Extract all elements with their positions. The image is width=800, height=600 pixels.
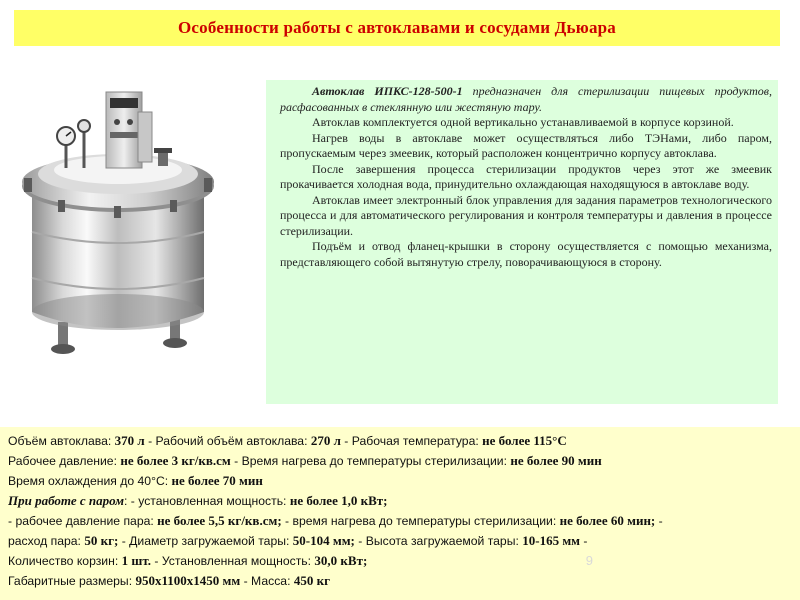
page-number: 9 xyxy=(585,553,593,568)
model-name: Автоклав ИПКС-128-500-1 xyxy=(312,84,463,98)
autoclave-photo xyxy=(18,82,214,368)
spec-row-steam-power: При работе с паром: - установленная мощность: не более 1,0 кВт; xyxy=(8,493,388,508)
title-banner xyxy=(14,10,780,46)
page-title: Особенности работы с автоклавами и сосудами Дьюара xyxy=(177,18,616,37)
steam-power-value: не более 1,0 кВт; xyxy=(289,493,388,508)
autoclave-volume-value: 370 л xyxy=(114,433,145,448)
heating-time-value: не более 90 мин xyxy=(510,453,602,468)
steam-mode-heading: При работе с паром xyxy=(8,493,125,508)
spec-row-dimensions: Габаритные размеры: 950х1100х1450 мм - Масса: 450 кг xyxy=(8,573,331,588)
container-diameter-value: 50-104 мм; xyxy=(292,533,355,548)
installed-power-value: 30,0 кВт; xyxy=(314,553,368,568)
working-volume-value: 270 л xyxy=(310,433,341,448)
basket-count-value: 1 шт. xyxy=(121,553,152,568)
description-paragraph-5: Автоклав имеет электронный блок управления для задания параметров технологического процесса и для автоматического регулирования и контроля температуры и давления в процессе стерилизации. xyxy=(280,192,772,238)
description-paragraph-4: После завершения процесса стерилизации продуктов через этот же змеевик прокачивается холодная вода, принудительно охлаждающая находящуюся в автоклаве воду. xyxy=(280,161,772,191)
working-pressure-value: не более 3 кг/кв.см xyxy=(120,453,231,468)
description-paragraph-3: Нагрев воды в автоклаве может осуществляться либо ТЭНами, либо паром, пропускаемым через змеевик, который расположен концентрично корпусу автоклава. xyxy=(280,130,772,160)
mass-value: 450 кг xyxy=(293,573,331,588)
spec-row-cooling: Время охлаждения до 40°С: не более 70 мин xyxy=(8,473,263,488)
description-panel xyxy=(266,80,778,404)
description-paragraph-1: Автоклав ИПКС-128-500-1 предназначен для стерилизации пищевых продуктов, расфасованных в стеклянную или жестяную тару. xyxy=(280,84,772,114)
spec-row-steam-pressure: - рабочее давление пара: не более 5,5 кг/кв.см; - время нагрева до температуры стерилизации: не более 60 мин; - xyxy=(8,513,663,528)
container-height-value: 10-165 мм xyxy=(522,533,581,548)
spec-row-volume: Объём автоклава: 370 л - Рабочий объём автоклава: 270 л - Рабочая температура: не более 115°С xyxy=(8,433,567,448)
spec-row-steam-flow: расход пара: 50 кг; - Диаметр загружаемой тары: 50-104 мм; - Высота загружаемой тары: 10-165 мм - xyxy=(8,533,588,548)
specifications-block xyxy=(0,427,800,600)
steam-heating-time-value: не более 60 мин; xyxy=(559,513,656,528)
spec-row-baskets: Количество корзин: 1 шт. - Установленная мощность: 30,0 кВт; xyxy=(8,553,368,568)
steam-pressure-value: не более 5,5 кг/кв.см; xyxy=(157,513,282,528)
cooling-time-value: не более 70 мин xyxy=(171,473,263,488)
spec-row-pressure: Рабочее давление: не более 3 кг/кв.см - Время нагрева до температуры стерилизации: не более 90 мин xyxy=(8,453,602,468)
description-paragraph-6: Подъём и отвод фланец-крышки в сторону осуществляется с помощью механизма, представляющего собой вытянутую стрелу, поворачивающуюся в сторону. xyxy=(280,239,772,269)
steam-flow-value: 50 кг; xyxy=(84,533,119,548)
dimensions-value: 950х1100х1450 мм xyxy=(135,573,241,588)
description-paragraph-2: Автоклав комплектуется одной вертикально устанавливаемой в корпусе корзиной. xyxy=(312,115,734,129)
working-temperature-value: не более 115°С xyxy=(482,433,567,448)
